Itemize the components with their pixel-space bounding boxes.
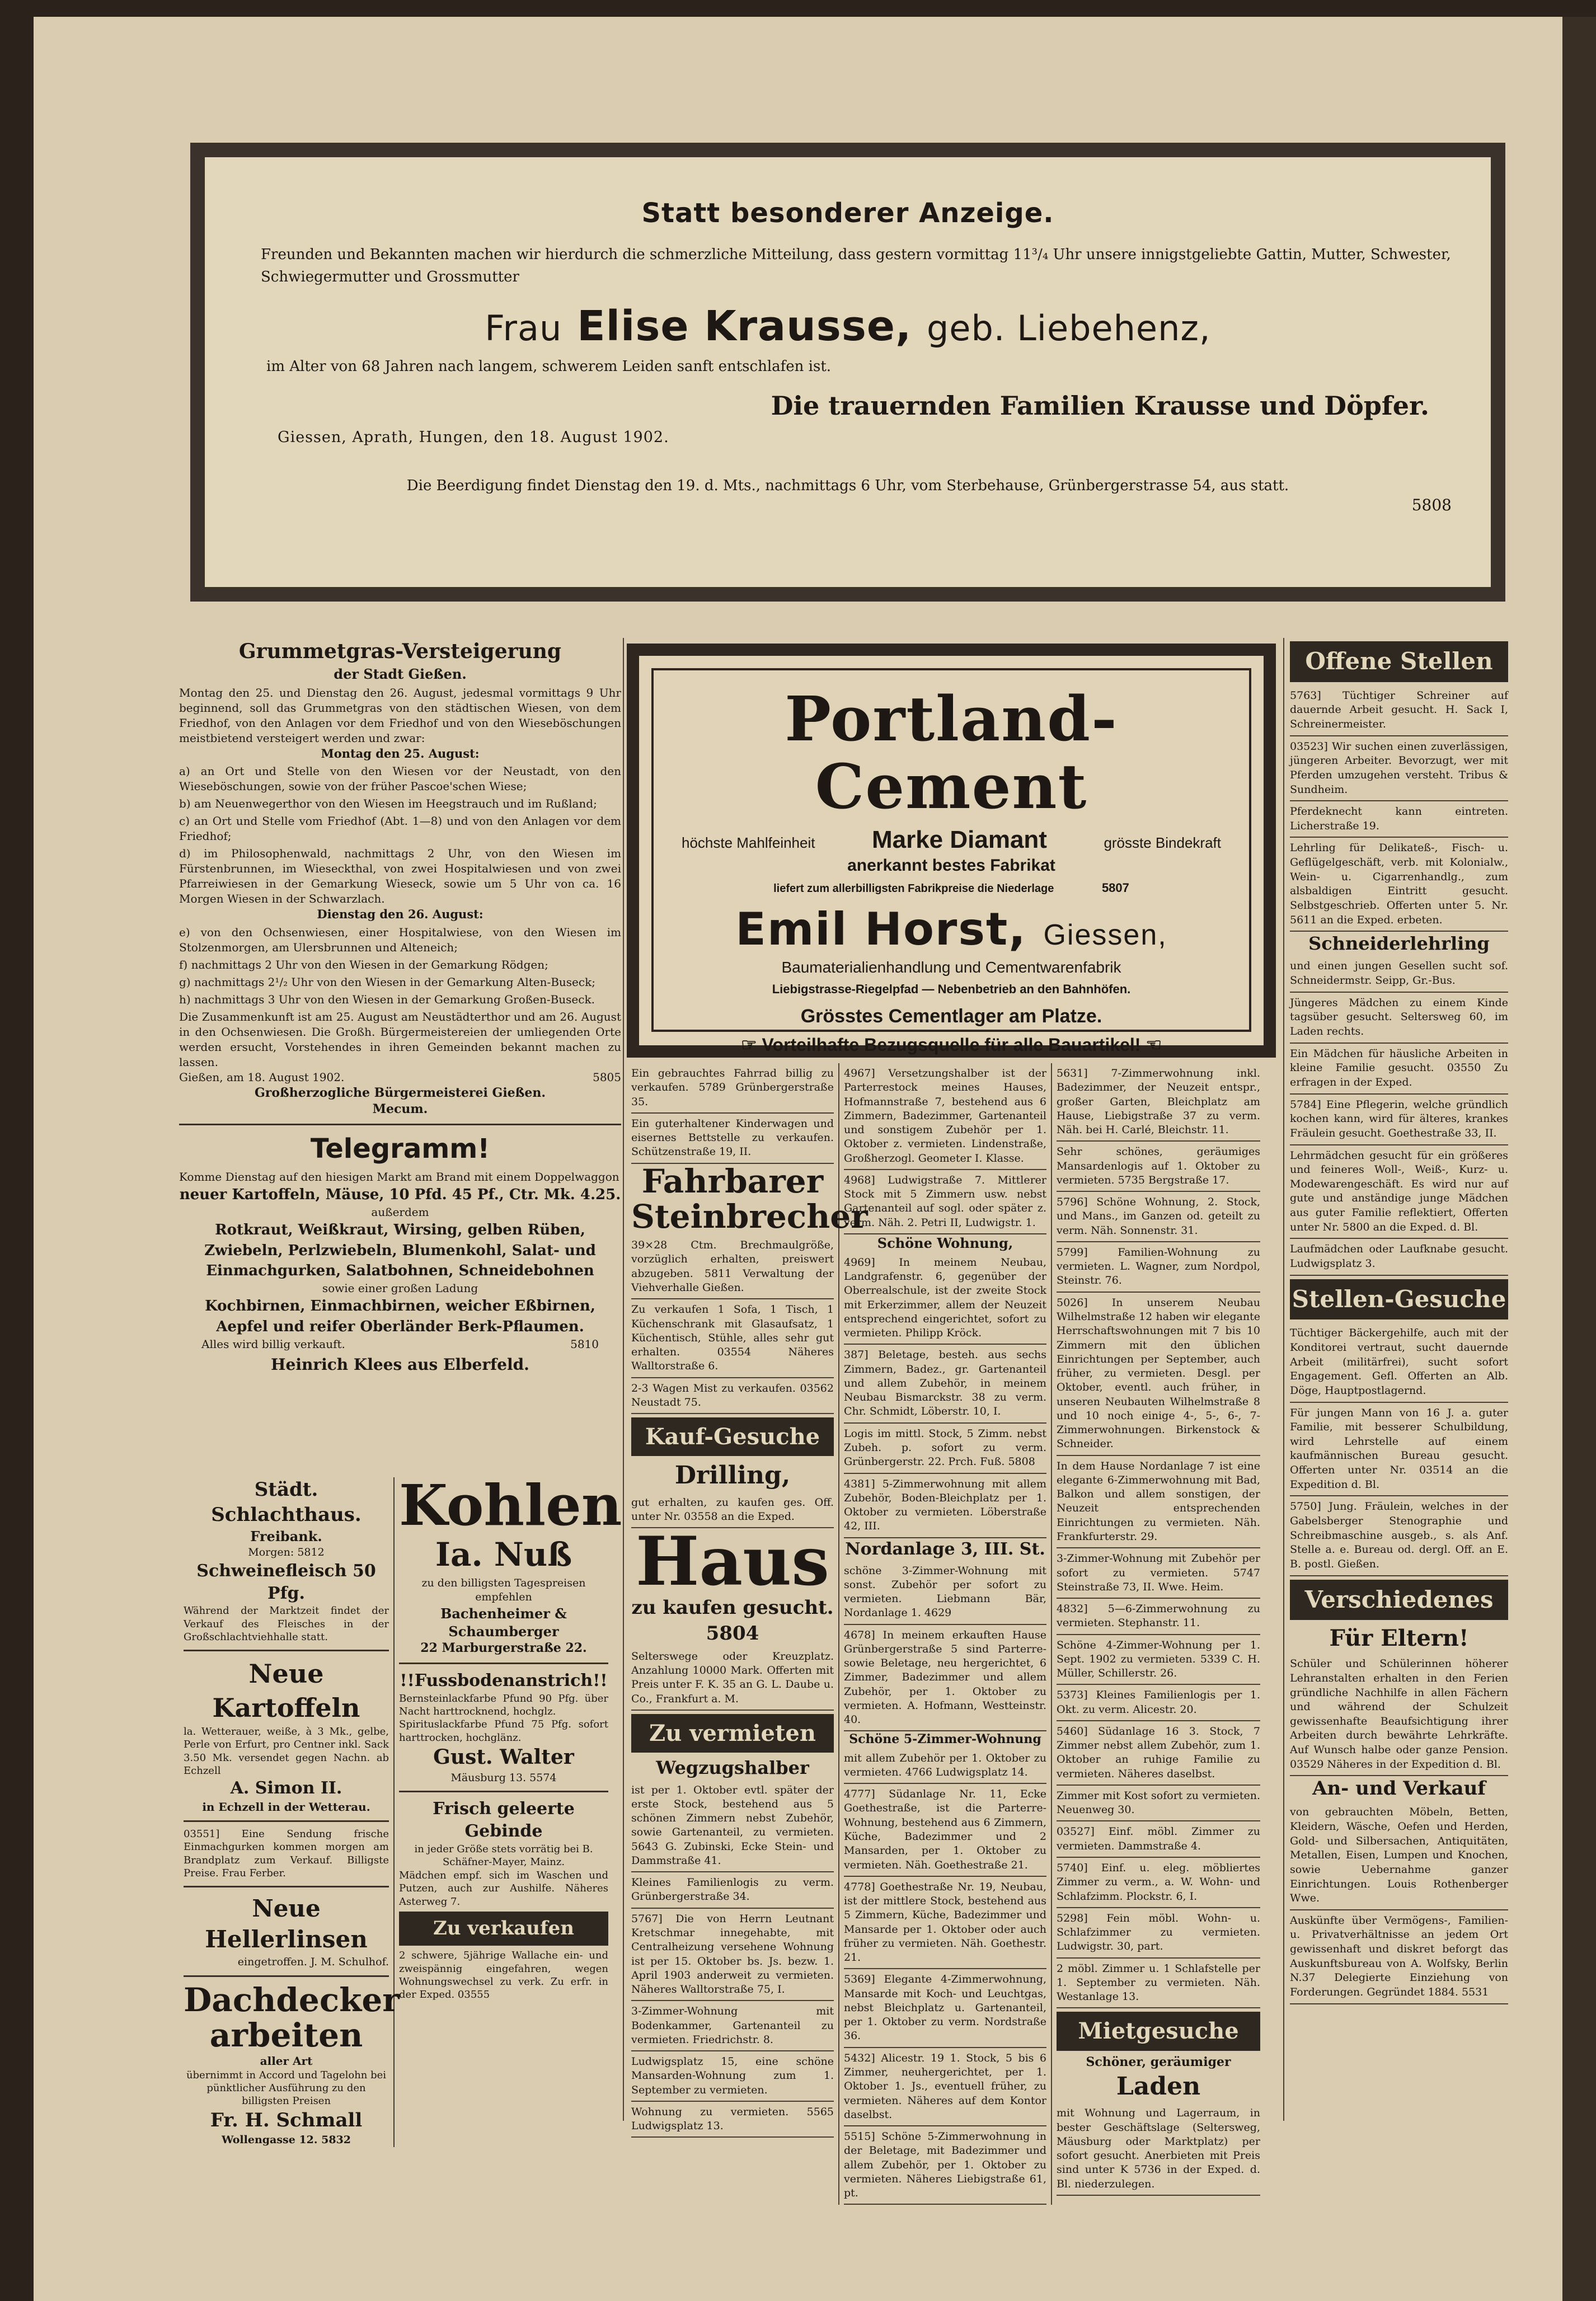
ad-banner: Zu verkaufen — [399, 1912, 608, 1946]
ad-line: 2 schwere, 5jährige Wallache ein- und zweispännig eingefahren, wegen Wohnungswechsel zu verk. Zu erfr. in der Exped. 03555 — [399, 1950, 608, 2001]
column-small-ads — [179, 1472, 622, 2147]
ad-item: 4969] In meinem Neubau, Landgrafenstr. 6, gegenüber der Oberrealschule, ist der zweite Stock mit Erkerzimmer, allem der Neuzeit entsprechend eingerichtet, sofort zu vermieten. Philipp Kröck. — [844, 1252, 1046, 1345]
ad-item: und einen jungen Gesellen sucht sof. Schneidermstr. Seipp, Gr.-Bus. — [1290, 956, 1508, 992]
cement-vort — [654, 1034, 1249, 1055]
cement-ad — [627, 644, 1276, 1058]
ad-item: Laufmädchen oder Laufknabe gesucht. Ludwigsplatz 3. — [1290, 1239, 1508, 1275]
ad-line: Kohlen — [399, 1472, 622, 1538]
auction-intro: Montag den 25. und Dienstag den 26. August, jedesmal vormittags 9 Uhr beginnend, soll das Grummetgras von den städtischen Wiesen, von dem Friedhof, von den Anlagen vor dem Friedhof und von den Wieseböschungen meistbietend versteigert werden und zwar: — [179, 685, 621, 745]
ad-banner: Kauf-Gesuche — [631, 1417, 834, 1456]
telegram-line: außerdem — [371, 1205, 429, 1219]
telegram-line: Kochbirnen, Einmachbirnen, weicher Eßbirnen, Aepfel und reifer Oberländer Berk-Pflaumen. — [205, 1298, 595, 1335]
auction-item: h) nachmittags 3 Uhr von den Wiesen in der Gemarkung Großen-Buseck. — [179, 992, 595, 1006]
column-jobs — [1290, 638, 1508, 2004]
ad-item: 4832] 5—6-Zimmerwohnung zu vermieten. Stephanstr. 11. — [1057, 1599, 1260, 1635]
notice-families: Die trauernden Familien Krausse und Döpfer. — [771, 390, 1429, 421]
ad-item: 2 möbl. Zimmer u. 1 Schlafstelle per 1. September zu vermieten. Näh. Westanlage 13. — [1057, 1959, 1260, 2009]
ad-heading: Haus — [636, 1522, 829, 1602]
ad-item: 4777] Südanlage Nr. 11, Ecke Goethestraße, ist die Parterre-Wohnung, bestehend aus 6 Zimmern, Küche, Badezimmer und 2 Mansarden, per 1. Oktober zu vermieten. Näh. Goethestraße 21. — [844, 1784, 1046, 1877]
page-edge — [1562, 17, 1596, 2301]
ad-item: 5026] In unserem Neubau Wilhelmstraße 12 haben wir elegante Herrschaftswohnungen mit 7 bis 10 Zimmern mit den üblichen Einrichtungen per September, auch früher, zu vermieten. Desgl. per Oktober, eventl. auch früher, in unseren Neubauten Wilhelmstraße 8 und 10 noch einige 4-, 5-, 6-, 7-Zimmerwohnungen. Birkenstock & Schneider. — [1057, 1293, 1260, 1456]
auction-item: a) an Ort und Stelle von den Wiesen vor der Neustadt, von den Wieseböschungen, sowie von der früher Pascoe'schen Wiese; — [179, 764, 621, 793]
ad-item: Ein guterhaltener Kinderwagen und eisernes Bettstelle zu verkaufen. Schützenstraße 19, II. — [631, 1114, 834, 1164]
ad-line: Während der Marktzeit findet der Verkauf des Fleisches in der Großschlachtviehhalle statt. — [184, 1605, 389, 1643]
ad-item: 387] Beletage, besteh. aus sechs Zimmern, Badez., gr. Gartenanteil und allem Zubehör, in meinem Neubau Bismarckstr. 38 zu verm. Chr. Schmidt, Löberstr. 10, I. — [844, 1345, 1046, 1423]
hand-icon: ☞ — [740, 1035, 762, 1055]
ad-line: 03551] Eine Sendung frische Einmachgurken kommen morgen am Brandplatz zum Verkauf. Billigste Preise. Frau Ferber. — [184, 1828, 389, 1880]
ad-banner: Mietgesuche — [1057, 2012, 1260, 2050]
ad-item: Für jungen Mann von 16 J. a. guter Familie, mit besserer Schulbildung, wird Lehrstelle auf einem kaufmännischen Bureau gesucht. Offerten unter Nr. 03514 an die Expedition d. Bl. — [1290, 1403, 1508, 1497]
ad-item: 4678] In meinem erkauften Hause Grünbergerstraße 5 sind Parterre- sowie Beletage, neu hergerichtet, 6 Zimmer, Badezimmer und allem Zubehör, per 1. Oktober zu vermieten. A. Hofmann, Westteinstr. 40. — [844, 1625, 1046, 1732]
ad-item: 5631] 7-Zimmerwohnung inkl. Badezimmer, der Neuzeit entspr., großer Garten, Bleichplatz am Hause, Liebigstraße 37 zu verm. Näh. bei H. Carlé, Bleichstr. 11. — [1057, 1063, 1260, 1142]
auction-day1: Montag den 25. August: — [321, 746, 480, 760]
ad-item: 5369] Elegante 4-Zimmerwohnung, Mansarde mit Koch- und Leuchtgas, nebst Bleichplatz u. Gartenanteil, per 1. Oktober zu verm. Nordstraße 36. — [844, 1969, 1046, 2048]
ad-item: Jüngeres Mädchen zu einem Kinde tagsüber gesucht. Seltersweg 60, im Laden rechts. — [1290, 993, 1508, 1044]
ad-line: Städt. Schlachthaus. — [211, 1478, 362, 1527]
ad-item: Selterswege oder Kreuzplatz. Anzahlung 10000 Mark. Offerten mit Preis unter F. K. 35 an G. L. Daube u. Co., Frankfurt a. M. — [631, 1646, 834, 1711]
divider — [184, 1650, 389, 1651]
divider — [184, 1820, 389, 1822]
auction-date-row — [179, 1070, 621, 1085]
auction-item: f) nachmittags 2 Uhr von den Wiesen in der Gemarkung Rödgen; — [179, 957, 548, 971]
telegram-num: 5810 — [570, 1337, 599, 1351]
ad-line: A. Simon II. — [230, 1778, 342, 1798]
column-rentals-b — [1052, 1063, 1265, 2205]
ad-item: gut erhalten, zu kaufen ges. Off. unter Nr. 03558 an die Exped. — [631, 1492, 834, 1529]
notice-number: 5808 — [1411, 496, 1452, 514]
ad-item: Tüchtiger Bäckergehilfe, auch mit der Konditorei vertraut, sucht dauernde Arbeit (militärfrei), sucht sofort Engagement. Gefl. Offerten an Alb. Döge, Hauptpostlagernd. — [1290, 1323, 1508, 1402]
ad-line: Gust. Walter — [433, 1745, 574, 1769]
ad-line: übernimmt in Accord und Tagelohn bei pünktlicher Ausführung zu den billigsten Preisen — [186, 2069, 387, 2107]
ad-banner: Zu vermieten — [631, 1714, 834, 1753]
ad-line: Bachenheimer & Schaumberger — [440, 1605, 567, 1640]
small-ads-left — [179, 1477, 400, 2147]
cement-num: 5807 — [1101, 881, 1129, 895]
ad-line: Neue Hellerlinsen — [205, 1894, 368, 1953]
ad-line: Frisch geleerte Gebinde — [433, 1799, 575, 1842]
ad-line: aller Art — [260, 2054, 313, 2068]
ad-item: 5432] Alicestr. 19 1. Stock, 5 bis 6 Zimmer, neuhergerichtet, per 1. Oktober 1. Js., eventuell früher, zu vermieten. Näheres auf dem Kontor daselbst. — [844, 2048, 1046, 2126]
cement-horst-name: Emil Horst, — [735, 903, 1027, 955]
auction-day2: Dienstag den 26. August: — [317, 907, 484, 922]
notice-name-pre: Frau — [485, 307, 562, 349]
auction-item: d) im Philosophenwald, nachmittags 2 Uhr, von den Wiesen im Fürstenbrunnen, im Wieseckthal, von zwei Hospitalwiesen und von zwei Pfarreiwiesen in der Gemarkung Wieseck, sowie um 5 Uhr von ca. 16 Morgen Wiesen in der Schwarzlach. — [179, 847, 621, 906]
column-auction — [179, 638, 621, 1375]
telegram-line: neuer Kartoffeln, Mäuse, 10 Pfd. 45 Pf., Ctr. Mk. 4.25. — [179, 1186, 621, 1203]
ad-item: mit Wohnung und Lagerraum, in bester Geschäftslage (Seltersweg, Mäusburg oder Marktplatz) per sofort gesucht. Anerbieten mit Preis sind unter K 5736 in der Exped. d. Bl. niederzulegen. — [1057, 2103, 1260, 2196]
ad-item: 5298] Fein möbl. Wohn- u. Schlafzimmer zu vermieten. Ludwigstr. 30, part. — [1057, 1908, 1260, 1959]
ad-item: Schöne 4-Zimmer-Wohnung per 1. Sept. 1902 zu vermieten. 5339 C. H. Müller, Schillerstr. 26. — [1057, 1635, 1260, 1685]
auction-date: Gießen, am 18. August 1902. — [179, 1070, 345, 1084]
cement-vort-text: Vorteilhafte Bezugsquelle für alle Bauartikel! — [762, 1035, 1141, 1055]
ad-item: 4967] Versetzungshalber ist der Parterrestock meines Hauses, Hofmannstraße 7, bestehend aus 6 Zimmern, Badezimmer, Gartenanteil und sonstigem Zubehör per 1. Oktober z. vermieten. Lindenstraße, Großherzogl. Geometer I. Klasse. — [844, 1063, 1046, 1170]
ad-item: 4381] 5-Zimmerwohnung mit allem Zubehör, Boden-Bleichplatz per 1. Oktober zu vermieten. Löberstraße 42, III. — [844, 1474, 1046, 1538]
ad-item: Auskünfte über Vermögens-, Familien- u. Privatverhältnisse an jedem Ort gewissenhaft und diskret beforgt das Auskunftsbureau von A. Wolfsky, Berlin N.37 Delegierte Einziehung von Forderungen. Gegründet 1884. 5531 — [1290, 1910, 1508, 2004]
ad-item: von gebrauchten Möbeln, Betten, Kleidern, Wäsche, Oefen und Herden, Gold- und Silbersachen, Antiquitäten, Metallen, Eisen, Lumpen und Knochen, sowie Uebernahme ganzer Einrichtungen. Louis Rothenberger Wwe. — [1290, 1802, 1508, 1910]
cement-right: grösste Bindekraft — [1104, 834, 1221, 851]
ad-line: Fr. H. Schmall — [210, 2109, 363, 2131]
ad-item: 5796] Schöne Wohnung, 2. Stock, und Mans., im Ganzen od. geteilt zu verm. Näh. Sonnenstr. 31. — [1057, 1192, 1260, 1242]
cement-giessen: Giessen, — [1043, 919, 1167, 951]
divider — [179, 1124, 621, 1125]
telegram-sign: Heinrich Klees aus Elberfeld. — [271, 1355, 529, 1374]
ad-banner: Verschiedenes — [1290, 1580, 1508, 1621]
ad-item: In dem Hause Nordanlage 7 ist eine elegante 6-Zimmerwohnung mit Bad, Balkon und allem sonstigen, der Neuzeit entsprechenden Einrichtungen zu vermieten. Näh. Frankfurterstr. 29. — [1057, 1456, 1260, 1549]
telegram-line: Rotkraut, Weißkraut, Wirsing, gelben Rüben, Zwiebeln, Perlzwiebeln, Blumenkohl, Salat- und Einmachgurken, Salatbohnen, Schneidebohnen — [204, 1222, 596, 1280]
notice-funeral: Die Beerdigung findet Dienstag den 19. d. Mts., nachmittags 6 Uhr, vom Sterbehause, Grünbergerstrasse 54, aus statt. — [406, 477, 1289, 494]
cement-row — [654, 820, 1249, 854]
ad-item: 5767] Die von Herrn Leutnant Kretschmar innegehabte, mit Centralheizung versehene Wohnung ist per 15. Oktober bs. Js. bezw. 1. April 1903 anderweit zu vermieten. Näheres Walltorstraße 75, I. — [631, 1909, 834, 2002]
cement-left: höchste Mahlfeinheit — [682, 834, 815, 851]
ad-item: 03527] Einf. möbl. Zimmer zu vermieten. Dammstraße 4. — [1057, 1821, 1260, 1858]
cement-gross: Grösstes Cementlager am Platze. — [800, 1006, 1102, 1027]
ad-heading: Drilling, — [674, 1461, 791, 1490]
ad-item: 5373] Kleines Familienlogis per 1. Okt. zu verm. Alicestr. 20. — [1057, 1685, 1260, 1721]
ad-heading: Schöne 5-Zimmer-Wohnung — [849, 1732, 1041, 1747]
ad-heading: Für Eltern! — [1329, 1625, 1469, 1652]
ad-line: Bernsteinlackfarbe Pfund 90 Pfg. über Nacht harttrocknend, hochglz. — [399, 1692, 608, 1717]
ad-line: Mäusburg 13. 5574 — [450, 1772, 557, 1785]
ad-item: Zimmer mit Kost sofort zu vermieten. Neuenweg 30. — [1057, 1786, 1260, 1822]
ad-line: Spirituslackfarbe Pfund 75 Pfg. sofort harttrocken, hochglänz. — [399, 1718, 608, 1744]
ad-item: Ein gebrauchtes Fahrrad billig zu verkaufen. 5789 Grünbergerstraße 35. — [631, 1063, 834, 1114]
ad-line: in jeder Größe stets vorrätig bei B. Schäfner-Mayer, Mainz. — [414, 1843, 593, 1868]
ad-item: ist per 1. Oktober evtl. später der erste Stock, bestehend aus 5 schönen Zimmern nebst Zubehör, sowie Gartenanteil, zu vermieten. 5643 G. Zubinski, Ecke Stein- und Dammstraße 41. — [631, 1780, 834, 1873]
cement-lief: liefert zum allerbilligsten Fabrikpreise die Niederlage — [773, 882, 1054, 895]
notice-intro: Freunden und Bekannten machen wir hierdurch die schmerzliche Mitteilung, dass gestern vormittag 11³/₄ Uhr unsere innigstgeliebte Gattin, Mutter, Schwester, Schwiegermutter und Grossmutter — [261, 246, 1451, 286]
auction-outro: Die Zusammenkunft ist am 25. August am Neustädterthor und am 26. August in den Ochsenwiesen. Die Großh. Bürgermeistereien der umliegenden Orte werden ersucht, Vorstehendes in ihren Gemeinden bekannt machen zu lassen. — [179, 1009, 621, 1069]
ad-line: Dachdecker arbeiten — [184, 1980, 400, 2055]
ad-line: eingetroffen. J. M. Schulhof. — [237, 1956, 389, 1969]
cement-ad-inner — [651, 668, 1251, 1055]
cement-anerk: anerkannt bestes Fabrikat — [847, 856, 1055, 875]
small-ads-right — [395, 1472, 622, 2147]
ad-heading: zu kaufen gesucht. 5804 — [631, 1596, 834, 1645]
ad-item: 4778] Goethestraße Nr. 19, Neubau, ist der mittlere Stock, bestehend aus 5 Zimmern, Küche, Badezimmer und Mansarde per 1. Oktober oder auch früher zu vermieten. Näh. Goethestr. 21. — [844, 1877, 1046, 1970]
ad-item: 39×28 Ctm. Brechmaulgröße, vorzüglich erhalten, preiswert abzugeben. 5811 Verwaltung der Viehverhalle Gießen. — [631, 1235, 834, 1299]
ad-item: Kleines Familienlogis zu verm. Grünbergerstraße 34. — [631, 1872, 834, 1909]
notice-location: Giessen, Aprath, Hungen, den 18. August 1902. — [278, 428, 669, 446]
column-rentals-a — [839, 1063, 1052, 2205]
ad-item: mit allem Zubehör per 1. Oktober zu vermieten. 4766 Ludwigsplatz 14. — [844, 1748, 1046, 1785]
ad-item: Schüler und Schülerinnen höherer Lehranstalten erhalten in den Ferien gründliche Nachhilfe in allen Fächern und während der Schulzeit gewissenhafte Beaufsichtigung ihrer Arbeiten durch bewährte Lehrkräfte. Auf Wunsch halbe oder ganze Pension. 03529 Näheres in der Expedition d. Bl. — [1290, 1654, 1508, 1776]
auction-heading: Grummetgras-Versteigerung — [238, 640, 562, 663]
auction-item: g) nachmittags 2¹/₂ Uhr von den Wiesen in der Gemarkung Alten-Buseck; — [179, 975, 595, 989]
ad-item: Sehr schönes, geräumiges Mansardenlogis auf 1. Oktober zu vermieten. 5735 Bergstraße 17. — [1057, 1142, 1260, 1192]
ad-heading: Schneiderlehrling — [1308, 933, 1490, 955]
ad-item: 5784] Eine Pflegerin, welche gründlich kochen kann, wird für älteres, krankes Fräulein gesucht. Goethestraße 33, II. — [1290, 1095, 1508, 1145]
ad-line: Morgen: 5812 — [248, 1546, 325, 1559]
notice-name-post: geb. Liebehenz, — [926, 307, 1211, 349]
auction-mecum: Mecum. — [372, 1102, 428, 1117]
notice-name — [205, 302, 1491, 350]
ad-banner: Offene Stellen — [1290, 641, 1508, 682]
cement-title: Portland-Cement — [785, 683, 1118, 823]
ad-line: zu den billigsten Tagespreisen empfehlen — [421, 1577, 586, 1604]
ad-heading: Wegzugshalber — [656, 1757, 809, 1779]
hand-icon: ☜ — [1146, 1035, 1162, 1055]
cement-mid: Marke Diamant — [871, 826, 1047, 853]
auction-item: b) am Neuenwegerthor von den Wiesen im Heegstrauch und im Rußland; — [179, 797, 597, 811]
ad-heading: Laden — [1116, 2072, 1201, 2101]
ad-line: Wollengasse 12. 5832 — [221, 2134, 351, 2147]
ad-line: Neue Kartoffeln — [212, 1658, 360, 1723]
column-rule — [623, 638, 624, 2121]
ad-item: Lehrmädchen gesucht für ein größeres und feineres Woll-, Weiß-, Kurz- u. Modewarengeschäft. Es wird nur auf gute und anständige junge Mädchen aus guter Familie reflektiert, Offerten unter Nr. 5800 an die Exped. d. Bl. — [1290, 1145, 1508, 1239]
telegram-line: sowie einer großen Ladung — [322, 1281, 478, 1295]
ad-item: 5515] Schöne 5-Zimmerwohnung in der Beletage, mit Badezimmer und allem Zubehör, per 1. Oktober zu vermieten. Näheres Liebigstraße 61, pt. — [844, 2126, 1046, 2205]
ad-item: Logis im mittl. Stock, 5 Zimm. nebst Zubeh. p. sofort zu verm. Grünbergerstr. 22. Prch. Fuß. 5808 — [844, 1424, 1046, 1474]
ad-line: la. Wetterauer, weiße, à 3 Mk., gelbe, Perle von Erfurt, pro Centner inkl. Sack 3.50 Mk. versendet gegen Nachn. ab Echzell — [184, 1725, 389, 1777]
auction-item: e) von den Ochsenwiesen, einer Hospitalwiese, von den Wiesen im Stolzenmorgen, am Ulersbrunnen und Alteneich; — [179, 925, 621, 954]
ad-item: Zu verkaufen 1 Sofa, 1 Tisch, 1 Küchenschrank mit Glasaufsatz, 1 Küchentisch, Stühle, alles sehr gut erhalten. 03554 Näheres Walltorstraße 6. — [631, 1299, 834, 1378]
ad-item: 3-Zimmer-Wohnung mit Zubehör per sofort zu vermieten. 5747 Steinstraße 73, II. Wwe. Heim. — [1057, 1548, 1260, 1599]
telegram-title: Telegramm! — [310, 1133, 490, 1165]
cement-bau: Baumaterialienhandlung und Cementwarenfabrik — [781, 959, 1121, 976]
notice-name-main: Elise Krausse, — [577, 302, 912, 350]
death-notice — [190, 143, 1505, 602]
auction-num: 5805 — [593, 1070, 621, 1084]
ad-item: 5750] Jung. Fräulein, welches in der Gabelsberger Stenographie und Schreibmaschine ausgeb., s. als Anf. Stelle a. e. Bureau od. dergl. Off. an E. B. postl. Gießen. — [1290, 1496, 1508, 1576]
ad-line: in Echzell in der Wetterau. — [202, 1800, 370, 1814]
ad-item: 5763] Tüchtiger Schreiner auf dauernde Arbeit gesucht. H. Sack I, Schreinermeister. — [1290, 685, 1508, 736]
ad-item: Ein Mädchen für häusliche Arbeiten in kleine Familie gesucht. 03550 Zu erfragen in der Exped. — [1290, 1044, 1508, 1095]
ad-line: Ia. Nuß — [435, 1535, 572, 1574]
ad-line: Mädchen empf. sich im Waschen und Putzen, auch zur Aushilfe. Näheres Asterweg 7. — [399, 1869, 608, 1908]
ad-item: 5460] Südanlage 16 3. Stock, 7 Zimmer nebst allem Zubehör, zum 1. Oktober an ruhige Familie zu vermieten. Näheres daselbst. — [1057, 1721, 1260, 1786]
auction-item: c) an Ort und Stelle vom Friedhof (Abt. 1—8) und von den Anlagen vor dem Friedhof; — [179, 814, 621, 843]
ad-item: Wohnung zu vermieten. 5565 Ludwigsplatz 13. — [631, 2102, 834, 2138]
auction-sub: der Stadt Gießen. — [334, 665, 467, 682]
ad-line: Freibank. — [250, 1528, 322, 1545]
ad-item: 03523] Wir suchen einen zuverlässigen, jüngeren Arbeiter. Bevorzugt, wer mit Pferden umzugehen versteht. Tribus & Sundheim. — [1290, 736, 1508, 802]
ad-item: schöne 3-Zimmer-Wohnung mit sonst. Zubehör per sofort zu vermieten. Liebmann Bär, Nordanlage 1. 4629 — [844, 1561, 1046, 1625]
cement-lieb: Liebigstrasse-Riegelpfad — Nebenbetrieb an den Bahnhöfen. — [772, 982, 1131, 996]
ad-item: Pferdeknecht kann eintreten. Licherstraße 19. — [1290, 801, 1508, 838]
telegram-row — [179, 1337, 621, 1352]
divider — [399, 1663, 608, 1664]
divider — [184, 1975, 389, 1977]
ad-heading: Nordanlage 3, III. St. — [845, 1539, 1045, 1559]
divider — [184, 1886, 389, 1887]
cement-horst — [654, 903, 1249, 955]
ad-banner: Stellen-Gesuche — [1290, 1279, 1508, 1320]
ad-item: Lehrling für Delikateß-, Fisch- u. Geflügelgeschäft, verb. mit Kolonialw., Wein- u. Cigarrenhandlg., zum alsbaldigen Eintritt gesucht. Selbstgeschrieb. Offerten unter 5. Nr. 5611 an die Exped. erbeten. — [1290, 838, 1508, 932]
telegram-line: Komme Dienstag auf den hiesigen Markt am Brand mit einem Doppelwaggon — [179, 1170, 619, 1184]
auction-authority: Großherzogliche Bürgermeisterei Gießen. — [254, 1085, 546, 1100]
ad-item: 3-Zimmer-Wohnung mit Bodenkammer, Gartenanteil zu vermieten. Friedrichstr. 8. — [631, 2001, 834, 2051]
ad-line: !!Fussbodenanstrich!! — [400, 1670, 608, 1690]
ad-item: 4968] Ludwigstraße 7. Mittlerer Stock mit 5 Zimmern usw. nebst Gartenanteil auf sogl. oder später z. verm. Näh. 2. Petri II, Ludwigstr. 1. — [844, 1170, 1046, 1234]
ad-line: Schweinefleisch 50 Pfg. — [196, 1561, 376, 1603]
ad-heading: Schöner, geräumiger — [1086, 2054, 1231, 2069]
ad-item: 5740] Einf. u. eleg. möbliertes Zimmer zu verm., a. W. Wohn- und Schlafzimm. Plockstr. 6, I. — [1057, 1858, 1260, 1908]
column-rule — [1283, 638, 1284, 2121]
ad-item: 2-3 Wagen Mist zu verkaufen. 03562 Neustadt 75. — [631, 1378, 834, 1415]
ad-item: 5799] Familien-Wohnung zu vermieten. L. Wagner, zum Nordpol, Steinstr. 76. — [1057, 1242, 1260, 1293]
telegram-line: Alles wird billig verkauft. — [201, 1337, 345, 1351]
column-sales — [627, 1063, 868, 2205]
ad-line: 22 Marburgerstraße 22. — [420, 1641, 587, 1656]
cement-lief-row — [654, 881, 1249, 895]
ad-item: Ludwigsplatz 15, eine schöne Mansarden-Wohnung zum 1. September zu vermieten. — [631, 2051, 834, 2102]
notice-title: Statt besonderer Anzeige. — [641, 198, 1054, 229]
notice-age: im Alter von 68 Jahren nach langem, schwerem Leiden sanft entschlafen ist. — [266, 358, 832, 375]
divider — [399, 1791, 608, 1792]
middle-columns — [627, 1063, 1265, 2205]
ad-heading: Fahrbarer Steinbrecher — [631, 1162, 868, 1236]
ad-heading: Schöne Wohnung, — [877, 1234, 1013, 1251]
ad-heading: An- und Verkauf — [1312, 1777, 1486, 1800]
